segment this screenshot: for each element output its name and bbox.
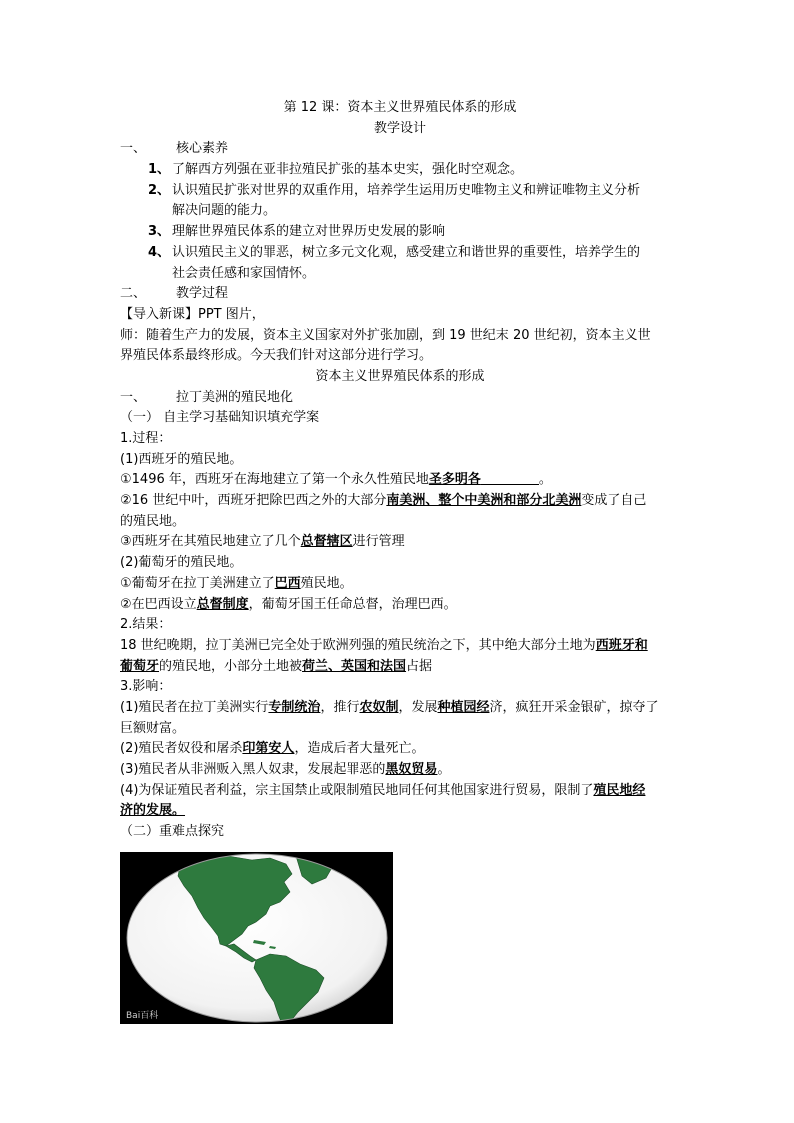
goal-number: 4、 <box>148 244 171 260</box>
answer-blank: 殖民地经 <box>593 782 646 798</box>
impact-point-2 <box>120 739 680 760</box>
text: ③西班牙在其殖民地建立了几个 <box>120 534 301 550</box>
americas-globe-image <box>120 852 393 1024</box>
document-body <box>120 98 680 843</box>
answer-blank: 总督制度 <box>196 596 249 612</box>
goal-number: 3、 <box>148 224 171 240</box>
text: ，推行 <box>320 699 360 715</box>
section-number: 一、 <box>120 141 147 157</box>
text: (1)殖民者在拉丁美洲实行 <box>120 699 269 715</box>
section-core-literacy <box>120 139 680 160</box>
result-text <box>120 636 680 657</box>
text: (3)殖民者从非洲贩入黑人奴隶，发展起罪恶的 <box>120 762 386 777</box>
text: 变成了自己 <box>581 493 647 509</box>
text: 济，疯狂开采金银矿，掠夺了 <box>489 699 659 715</box>
text: ，造成后者大量死亡。 <box>294 741 425 757</box>
answer-blank: 总督辖区 <box>300 534 353 550</box>
portugal-point-1 <box>120 574 680 595</box>
spain-point-1 <box>120 470 680 491</box>
text: (2)殖民者奴役和屠杀 <box>120 741 243 757</box>
section-number: 二、 <box>120 286 147 302</box>
impact-point-1 <box>120 698 680 719</box>
spain-point-2-continued: 的殖民地。 <box>120 513 186 529</box>
document-title: 第 12 课：资本主义世界殖民体系的形成 <box>283 100 517 115</box>
globe-svg <box>120 852 393 1024</box>
result-label: 2.结果： <box>120 617 172 633</box>
goal-item-2 <box>120 181 680 202</box>
section-label: 核心素养 <box>176 141 229 157</box>
text: 18 世纪晚期，拉丁美洲已完全处于欧洲列强的殖民统治之下，其中绝大部分土地为 <box>120 637 596 653</box>
goal-item-3 <box>120 222 680 243</box>
answer-blank: 西班牙和 <box>595 637 648 653</box>
impact-point-4 <box>120 781 680 802</box>
goal-text: 理解世界殖民体系的建立对世界历史发展的影响 <box>172 224 446 240</box>
impact-point-3 <box>120 760 680 781</box>
answer-blank: 巴西 <box>274 575 301 591</box>
section-teaching-process <box>120 284 680 305</box>
watermark: Bai百科 <box>126 1011 159 1021</box>
goal-text: 了解西方列强在亚非拉殖民扩张的基本史实，强化时空观念。 <box>172 162 524 178</box>
text: 占据 <box>406 658 433 674</box>
goal-item-4 <box>120 243 680 264</box>
part-latin-america <box>120 388 680 409</box>
answer-blank: 农奴制 <box>359 699 399 715</box>
portugal-heading: (2)葡萄牙的殖民地。 <box>120 555 243 571</box>
spain-point-3 <box>120 532 680 553</box>
goal-text: 认识殖民主义的罪恶，树立多元文化观，感受建立和谐世界的重要性，培养学生的 <box>172 244 641 260</box>
answer-blank: 葡萄牙 <box>120 658 160 674</box>
goal-text-continued: 解决问题的能力。 <box>172 203 277 219</box>
part-number: 一、 <box>120 389 147 405</box>
teacher-line: 师：随着生产力的发展，资本主义国家对外扩张加剧，到 19 世纪末 20 世纪初，资本主义世 <box>120 327 651 343</box>
goal-text: 认识殖民扩张对世界的双重作用，培养学生运用历史唯物主义和辨证唯物主义分析 <box>172 182 641 198</box>
part-label: 拉丁美洲的殖民地化 <box>176 389 294 405</box>
teacher-line: 界殖民体系最终形成。今天我们针对这部分进行学习。 <box>120 348 433 364</box>
goal-number: 2、 <box>148 182 171 198</box>
text: ，发展 <box>398 699 438 715</box>
text: 。 <box>538 472 552 488</box>
answer-blank: 专制统治 <box>268 699 321 715</box>
answer-blank: 圣多明各 <box>428 472 481 488</box>
text: 。 <box>437 762 451 777</box>
section-label: 教学过程 <box>176 286 229 302</box>
answer-blank: 荷兰、英国和法国 <box>302 658 407 674</box>
text: 的殖民地，小部分土地被 <box>159 658 303 674</box>
goal-number: 1、 <box>148 162 171 178</box>
text: ①1496 年，西班牙在海地建立了第一个永久性殖民地 <box>120 472 429 488</box>
answer-blank: 印第安人 <box>242 741 295 757</box>
intro-label: 【导入新课】PPT 图片， <box>120 306 265 322</box>
text: ，葡萄牙国王任命总督，治理巴西。 <box>248 596 457 612</box>
subsection-self-study: （一） 自主学习基础知识填充学案 <box>120 410 320 426</box>
spain-heading: (1)西班牙的殖民地。 <box>120 451 243 467</box>
answer-blank: 黑奴贸易 <box>385 762 438 777</box>
answer-blank: 济的发展。 <box>120 803 186 819</box>
portugal-point-2 <box>120 595 680 616</box>
result-text-continued <box>120 657 680 678</box>
impact-point-1-continued: 巨额财富。 <box>120 720 186 736</box>
text: (4)为保证殖民者利益，宗主国禁止或限制殖民地同任何其他国家进行贸易，限制了 <box>120 782 594 798</box>
impact-label: 3.影响： <box>120 679 172 695</box>
lesson-heading: 资本主义世界殖民体系的形成 <box>315 368 485 384</box>
document-subtitle: 教学设计 <box>373 120 426 136</box>
process-label: 1.过程： <box>120 431 172 446</box>
answer-blank: 种植园经 <box>437 699 490 715</box>
text: ②在巴西设立 <box>120 596 197 612</box>
impact-point-4-continued <box>120 801 680 822</box>
spain-point-2 <box>120 491 680 512</box>
text: 进行管理 <box>352 534 405 550</box>
text: ②16 世纪中叶，西班牙把除巴西之外的大部分 <box>120 493 387 509</box>
text: 殖民地。 <box>300 575 353 591</box>
goal-item-1 <box>120 160 680 181</box>
underline-blank <box>481 470 539 485</box>
goal-text-continued: 社会责任感和家国情怀。 <box>172 265 316 281</box>
text: ①葡萄牙在拉丁美洲建立了 <box>120 575 275 591</box>
subsection-key-points: （二）重难点探究 <box>120 824 225 840</box>
answer-blank: 南美洲、整个中美洲和部分北美洲 <box>386 493 582 509</box>
